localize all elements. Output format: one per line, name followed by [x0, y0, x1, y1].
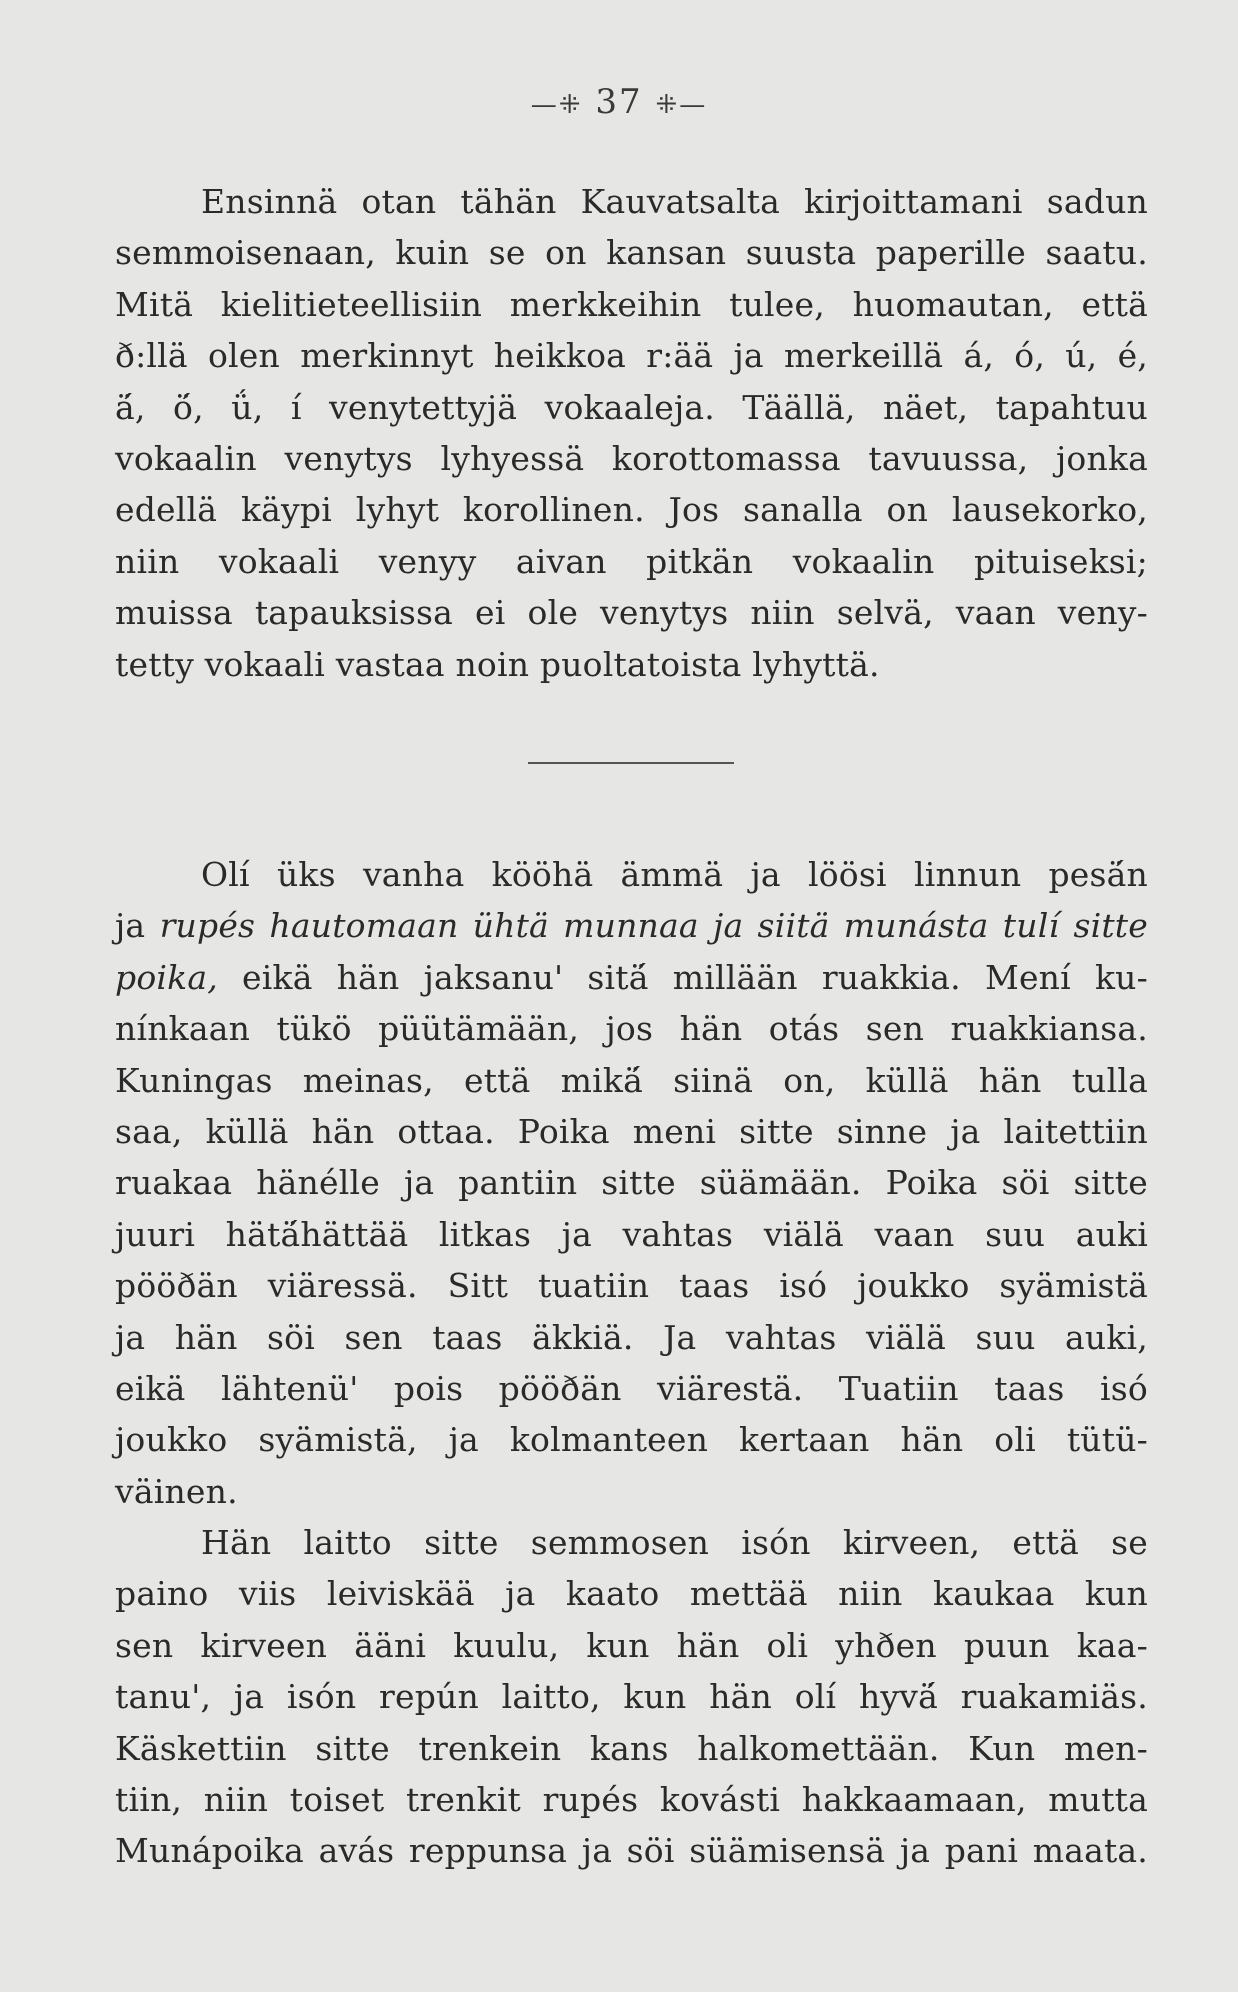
- story-line: Munápoika avás reppunsa ja söi süämisensä ja pani maata.: [115, 1831, 1148, 1871]
- intro-line: Mitä kielitieteellisiin merkkeihin tulee, huomautan, että: [115, 284, 1148, 324]
- story-line: saa, küllä hän ottaa. Poika meni sitte sinne ja laitettiin: [115, 1111, 1148, 1151]
- intro-line: tetty vokaali vastaa noin puoltatoista lyhyttä.: [115, 644, 880, 684]
- intro-line: vokaalin venytys lyhyessä korottomassa tavuussa, jonka: [115, 438, 1148, 478]
- story-text-run: ja: [115, 906, 146, 946]
- story-line: tanu', ja isón repún laitto, kun hän olí hyvä́ ruakamiäs.: [115, 1677, 1148, 1717]
- header-ornament-right: ⁜—: [655, 90, 708, 120]
- story-line: eikä lähtenü' pois pööðän viärestä. Tuatiin taas isó: [115, 1368, 1148, 1408]
- intro-line: niin vokaali venyy aivan pitkän vokaalin pituiseksi;: [115, 541, 1148, 581]
- intro-line: muissa tapauksissa ei ole venytys niin selvä, vaan veny-: [115, 593, 1148, 633]
- story-line: ja hän söi sen taas äkkiä. Ja vahtas viälä suu auki,: [115, 1317, 1148, 1357]
- section-divider: [528, 762, 734, 764]
- story-line: [115, 900, 1148, 951]
- story-line: Käskettiin sitte trenkein kans halkomettään. Kun men-: [115, 1728, 1148, 1768]
- story-line: sen kirveen ääni kuulu, kun hän oli yhðen puun kaa-: [115, 1625, 1148, 1665]
- story-text-run: eikä hän jaksanu' sitä́ millään ruakkia. Mení ku-: [242, 957, 1148, 997]
- story-line: juuri hätä́hättää litkas ja vahtas viälä vaan suu auki: [115, 1214, 1148, 1254]
- story-line: joukko syämistä, ja kolmanteen kertaan hän oli tütü-: [115, 1420, 1148, 1460]
- page-header: [0, 82, 1238, 122]
- story-text: [115, 849, 1148, 1877]
- story-line: väinen.: [115, 1471, 238, 1511]
- italic-run: poika,: [115, 957, 218, 997]
- intro-line: ð:llä olen merkinnyt heikkoa r:ää ja merkeillä á, ó, ú, é,: [115, 336, 1148, 376]
- header-ornament-left: —⁜: [530, 90, 583, 120]
- page-number: 37: [595, 82, 643, 122]
- story-line: [115, 952, 1148, 1003]
- story-line: nínkaan tükö püütämään, jos hän otás sen ruakkiansa.: [115, 1009, 1148, 1049]
- italic-run: rupés hautomaan ühtä munnaa ja siitä munásta tulí sitte: [159, 906, 1148, 946]
- intro-line: Ensinnä otan tähän Kauvatsalta kirjoittamani sadun: [201, 182, 1148, 221]
- story-line: pööðän viäressä. Sitt tuatiin taas isó joukko syämistä: [115, 1266, 1148, 1306]
- story-line: ruakaa hänélle ja pantiin sitte süämään. Poika söi sitte: [115, 1163, 1148, 1203]
- intro-line: edellä käypi lyhyt korollinen. Jos sanalla on lausekorko,: [115, 490, 1148, 530]
- intro-line: semmoisenaan, kuin se on kansan suusta paperille saatu.: [115, 233, 1148, 273]
- intro-paragraph: [115, 176, 1148, 690]
- story-line: Hän laitto sitte semmosen isón kirveen, että se: [201, 1523, 1148, 1563]
- story-line: tiin, niin toiset trenkit rupés kovásti hakkaamaan, mutta: [115, 1780, 1148, 1820]
- story-line: Olí üks vanha kööhä ämmä ja löösi linnun pesä́n: [201, 855, 1148, 894]
- story-line: paino viis leiviskää ja kaato mettää niin kaukaa kun: [115, 1574, 1148, 1614]
- story-line: Kuningas meinas, että mikä́ siinä on, küllä hän tulla: [115, 1060, 1148, 1100]
- intro-line: ä́, ö́, ǘ, í venytettyjä vokaaleja. Täällä, näet, tapahtuu: [115, 387, 1148, 427]
